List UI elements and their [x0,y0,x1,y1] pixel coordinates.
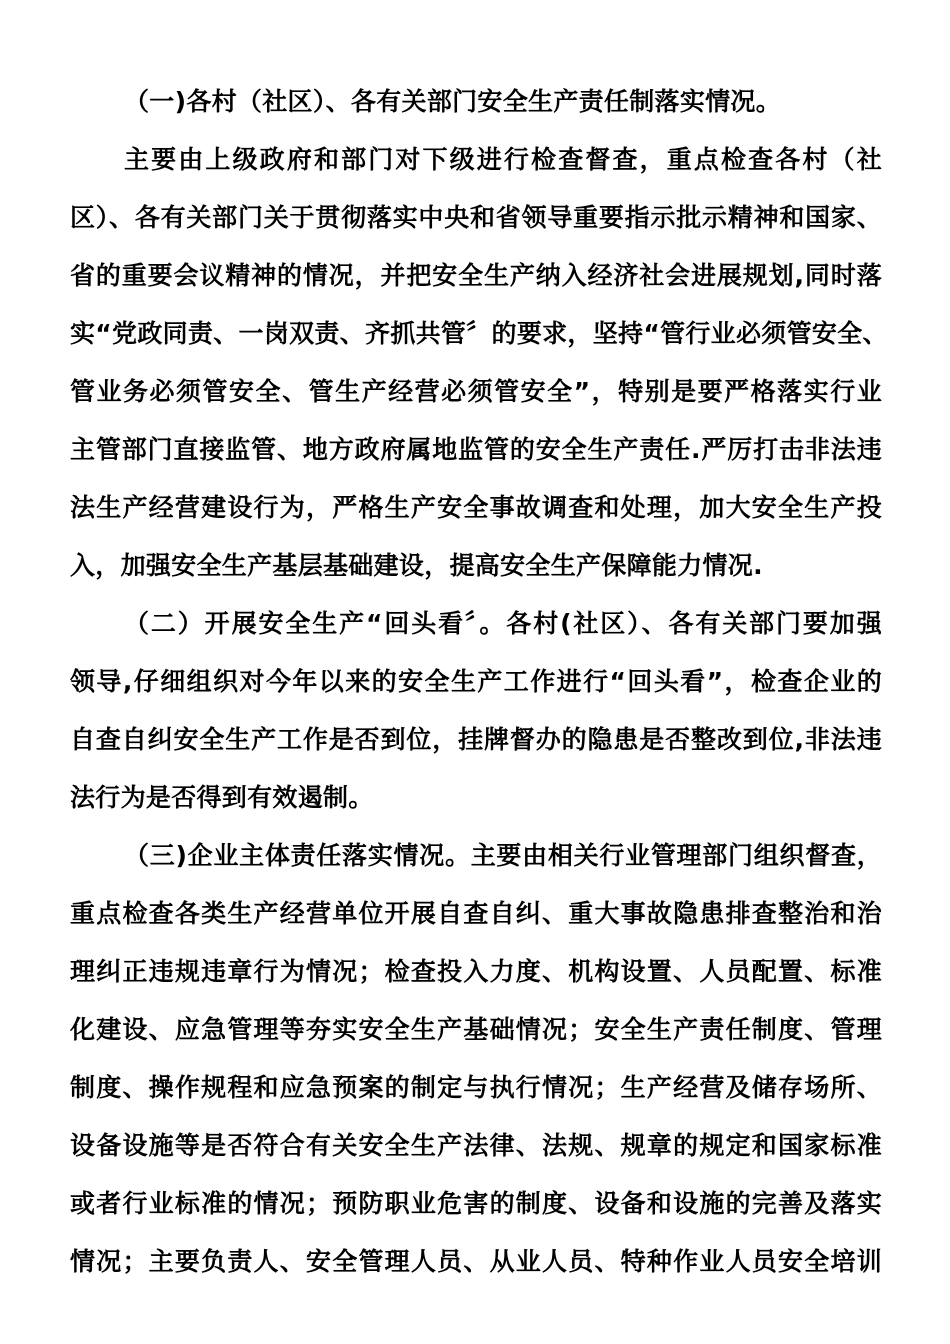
text-line: 区）、各有关部门关于贯彻落实中央和省领导重要指示批示精神和国家、 [70,203,882,232]
text-line: 自查自纠安全生产工作是否到位，挂牌督办的隐患是否整改到位,非法违 [70,725,882,754]
text-line: 重点检查各类生产经营单位开展自查自纠、重大事故隐患排查整治和治 [70,899,882,928]
text-line: 法生产经营建设行为，严格生产安全事故调查和处理，加大安全生产投 [70,493,882,522]
text-line: 主要由上级政府和部门对下级进行检查督查，重点检查各村（社 [124,145,882,174]
text-line: 主管部门直接监管、地方政府属地监管的安全生产责任.严厉打击非法违 [70,435,882,464]
text-line: 实“党政同责、一岗双责、齐抓共管〞的要求，坚持“管行业必须管安全、 [70,319,888,348]
text-line: 设备设施等是否符合有关安全生产法律、法规、规章的规定和国家标准 [70,1131,882,1160]
text-line: （三)企业主体责任落实情况。主要由相关行业管理部门组织督查， [124,841,882,870]
text-line: 管业务必须管安全、管生产经营必须管安全”，特别是要严格落实行业 [70,377,882,406]
text-line: 省的重要会议精神的情况，并把安全生产纳入经济社会进展规划,同时落 [70,261,882,290]
text-line: （一)各村（社区）、各有关部门安全生产责任制落实情况。 [124,87,782,116]
text-line: 法行为是否得到有效遏制。 [70,783,374,812]
text-line: 化建设、应急管理等夯实安全生产基础情况；安全生产责任制度、管理 [70,1015,882,1044]
text-line: 情况；主要负责人、安全管理人员、从业人员、特种作业人员安全培训 [70,1247,882,1276]
text-line: 制度、操作规程和应急预案的制定与执行情况；生产经营及储存场所、 [70,1073,882,1102]
text-line: 入，加强安全生产基层基础建设，提高安全生产保障能力情况. [70,551,763,580]
text-line: 或者行业标准的情况；预防职业危害的制度、设备和设施的完善及落实 [70,1189,882,1218]
text-line: 领导,仔细组织对今年以来的安全生产工作进行“回头看”，检查企业的 [70,667,882,696]
text-line: 理纠正违规违章行为情况；检查投入力度、机构设置、人员配置、标准 [70,957,882,986]
text-line: （二）开展安全生产“回头看〞。各村(社区）、各有关部门要加强 [124,609,882,638]
